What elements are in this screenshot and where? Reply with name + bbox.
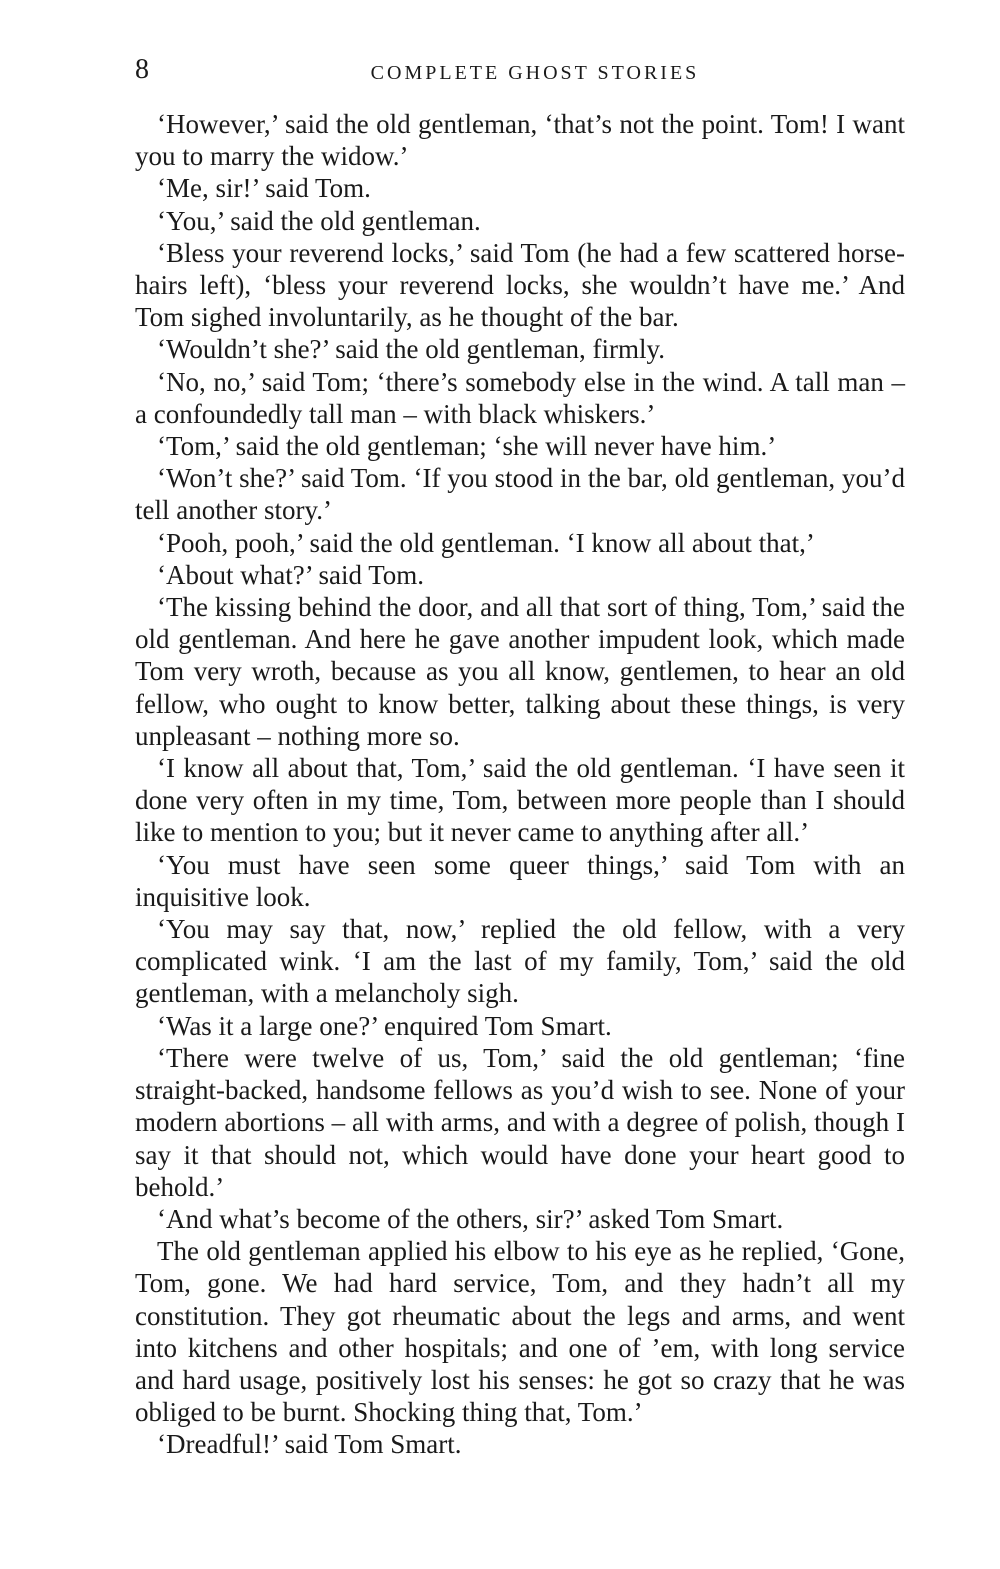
paragraph: ‘Dreadful!’ said Tom Smart.	[157, 1429, 462, 1460]
paragraph: ‘About what?’ said Tom.	[157, 559, 425, 590]
body-text	[135, 108, 905, 1461]
paragraph: The old gentleman applied his elbow to his eye as he replied, ‘Gone, Tom, gone. We had hard service, Tom, and they hadn’t all my constitution. They got rheumatic about the legs and arms, and went into kitchens and other hospitals; and one of ’em, with long service and hard usage, positively lost his senses: he got so crazy that he was obliged to be burnt. Shocking thing that, Tom.’	[135, 1236, 905, 1428]
paragraph: ‘The kissing behind the door, and all that sort of thing, Tom,’ said the old gentleman. And here he gave another impudent look, which made Tom very wroth, because as you all know, gentlemen, to hear an old fellow, who ought to know better, talking about these things, is very unpleasant – nothing more so.	[135, 592, 905, 751]
book-title: COMPLETE GHOST STORIES	[370, 62, 700, 84]
paragraph: ‘Tom,’ said the old gentleman; ‘she will never have him.’	[157, 431, 777, 462]
paragraph: ‘There were twelve of us, Tom,’ said the old gentleman; ‘fine straight-backed, handsome fellows as you’d wish to see. None of your modern abortions – all with arms, and with a degree of polish, though I say it that should not, which would have done your heart good to behold.’	[135, 1042, 905, 1202]
paragraph: ‘You,’ said the old gentleman.	[157, 205, 481, 236]
running-head	[135, 52, 905, 92]
paragraph: ‘Wouldn’t she?’ said the old gentleman, firmly.	[157, 334, 665, 365]
paragraph: ‘Was it a large one?’ enquired Tom Smart.	[157, 1010, 612, 1041]
paragraph: ‘I know all about that, Tom,’ said the old gentleman. ‘I have seen it done very often in my time, Tom, between more people than I should like to mention to you; but it never came to anything after all.’	[135, 753, 905, 848]
paragraph: ‘And what’s become of the others, sir?’ asked Tom Smart.	[157, 1203, 784, 1234]
paragraph: ‘Bless your reverend locks,’ said Tom (he had a few scattered horse-hairs left), ‘bless your reverend locks, she wouldn’t have me.’ And Tom sighed involuntarily, as he thought of the bar.	[135, 237, 905, 333]
page-number: 8	[135, 54, 149, 85]
paragraph: ‘Me, sir!’ said Tom.	[157, 173, 371, 204]
paragraph: ‘Pooh, pooh,’ said the old gentleman. ‘I know all about that,’	[157, 527, 815, 558]
paragraph: ‘You may say that, now,’ replied the old fellow, with a very complicated wink. ‘I am the last of my family, Tom,’ said the old gentleman, with a melancholy sigh.	[135, 914, 905, 1009]
paragraph: ‘However,’ said the old gentleman, ‘that’s not the point. Tom! I want you to marry the widow.’	[135, 109, 905, 172]
paragraph: ‘You must have seen some queer things,’ said Tom with an inquisitive look.	[135, 849, 905, 912]
paragraph: ‘No, no,’ said Tom; ‘there’s somebody else in the wind. A tall man – a confoundedly tall man – with black whiskers.’	[135, 366, 905, 429]
paragraph: ‘Won’t she?’ said Tom. ‘If you stood in the bar, old gentleman, you’d tell another story.’	[135, 463, 905, 526]
